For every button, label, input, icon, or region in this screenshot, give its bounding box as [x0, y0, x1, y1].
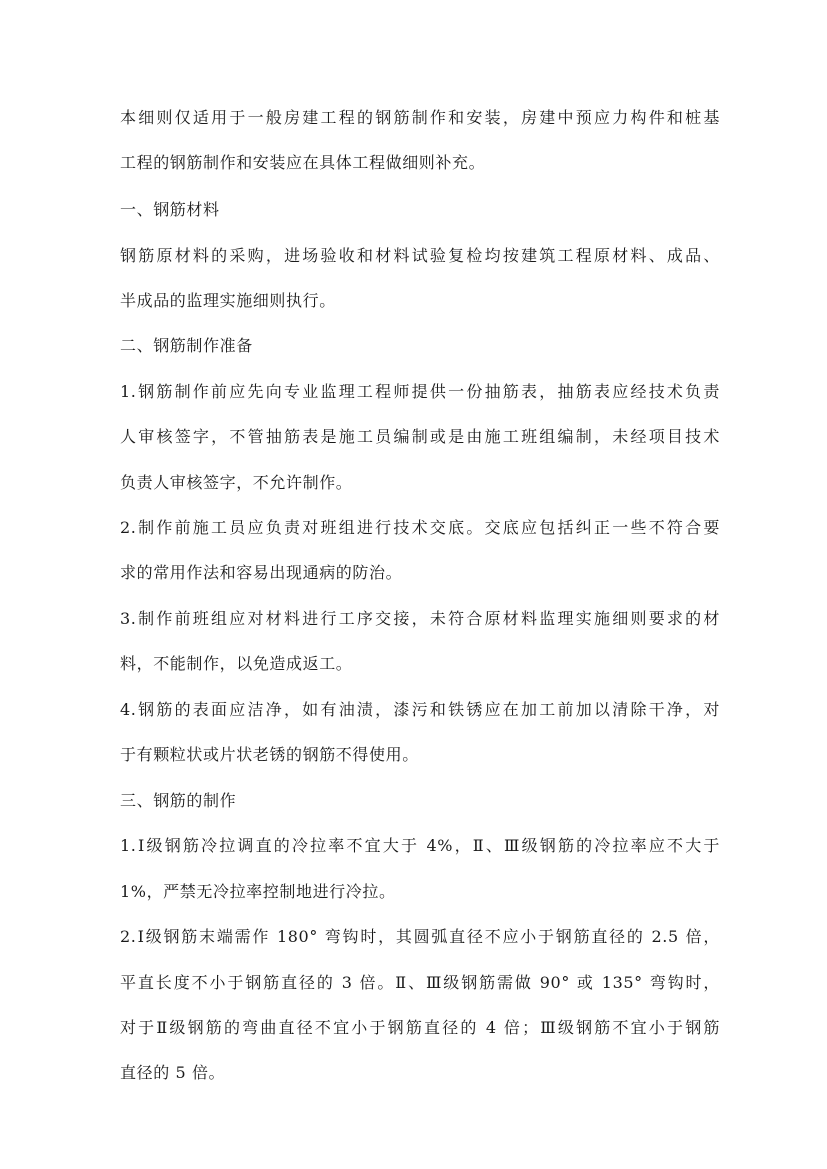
fab-item-1-line-1: 1.Ⅰ级钢筋冷拉调直的冷拉率不宜大于 4%，Ⅱ、Ⅲ级钢筋的冷拉率应不大于: [120, 836, 720, 855]
intro-line-1: 本细则仅适用于一般房建工程的钢筋制作和安装，房建中预应力构件和桩基: [120, 108, 720, 127]
fab-item-2-line-1: 2.Ⅰ级钢筋末端需作 180° 弯钩时，其圆弧直径不应小于钢筋直径的 2.5 倍，: [120, 927, 720, 946]
prep-item-2-line-2: 求的常用作法和容易出现通病的防治。: [120, 563, 403, 582]
prep-item-4-line-2: 于有颗粒状或片状老锈的钢筋不得使用。: [120, 745, 419, 764]
materials-line-2: 半成品的监理实施细则执行。: [120, 291, 336, 310]
prep-item-2-line-1: 2.制作前施工员应负责对班组进行技术交底。交底应包括纠正一些不符合要: [120, 518, 720, 537]
fab-item-2-line-4: 直径的 5 倍。: [120, 1063, 226, 1082]
fab-item-2-line-2: 平直长度不小于钢筋直径的 3 倍。Ⅱ、Ⅲ级钢筋需做 90° 或 135° 弯钩时，: [120, 973, 720, 992]
prep-item-3-line-1: 3.制作前班组应对材料进行工序交接，未符合原材料监理实施细则要求的材: [120, 609, 720, 628]
fab-item-2-line-3: 对于Ⅱ级钢筋的弯曲直径不宜小于钢筋直径的 4 倍；Ⅲ级钢筋不宜小于钢筋: [120, 1018, 720, 1037]
prep-item-1-line-2: 人审核签字，不管抽筋表是施工员编制或是由施工班组编制，未经项目技术: [120, 427, 720, 446]
section-heading-materials: 一、钢筋材料: [120, 200, 220, 219]
prep-item-1-line-1: 1.钢筋制作前应先向专业监理工程师提供一份抽筋表，抽筋表应经技术负责: [120, 382, 720, 401]
intro-line-2: 工程的钢筋制作和安装应在具体工程做细则补充。: [120, 153, 486, 172]
fab-item-1-line-2: 1%，严禁无冷拉率控制地进行冷拉。: [120, 882, 396, 901]
materials-line-1: 钢筋原材料的采购，进场验收和材料试验复检均按建筑工程原材料、成品、: [120, 246, 720, 265]
prep-item-3-line-2: 料，不能制作，以免造成返工。: [120, 654, 353, 673]
section-heading-fabrication: 三、钢筋的制作: [120, 791, 237, 810]
section-heading-preparation: 二、钢筋制作准备: [120, 336, 253, 355]
prep-item-4-line-1: 4.钢筋的表面应洁净，如有油渍，漆污和铁锈应在加工前加以清除干净，对: [120, 700, 720, 719]
prep-item-1-line-3: 负责人审核签字，不允许制作。: [120, 473, 353, 492]
